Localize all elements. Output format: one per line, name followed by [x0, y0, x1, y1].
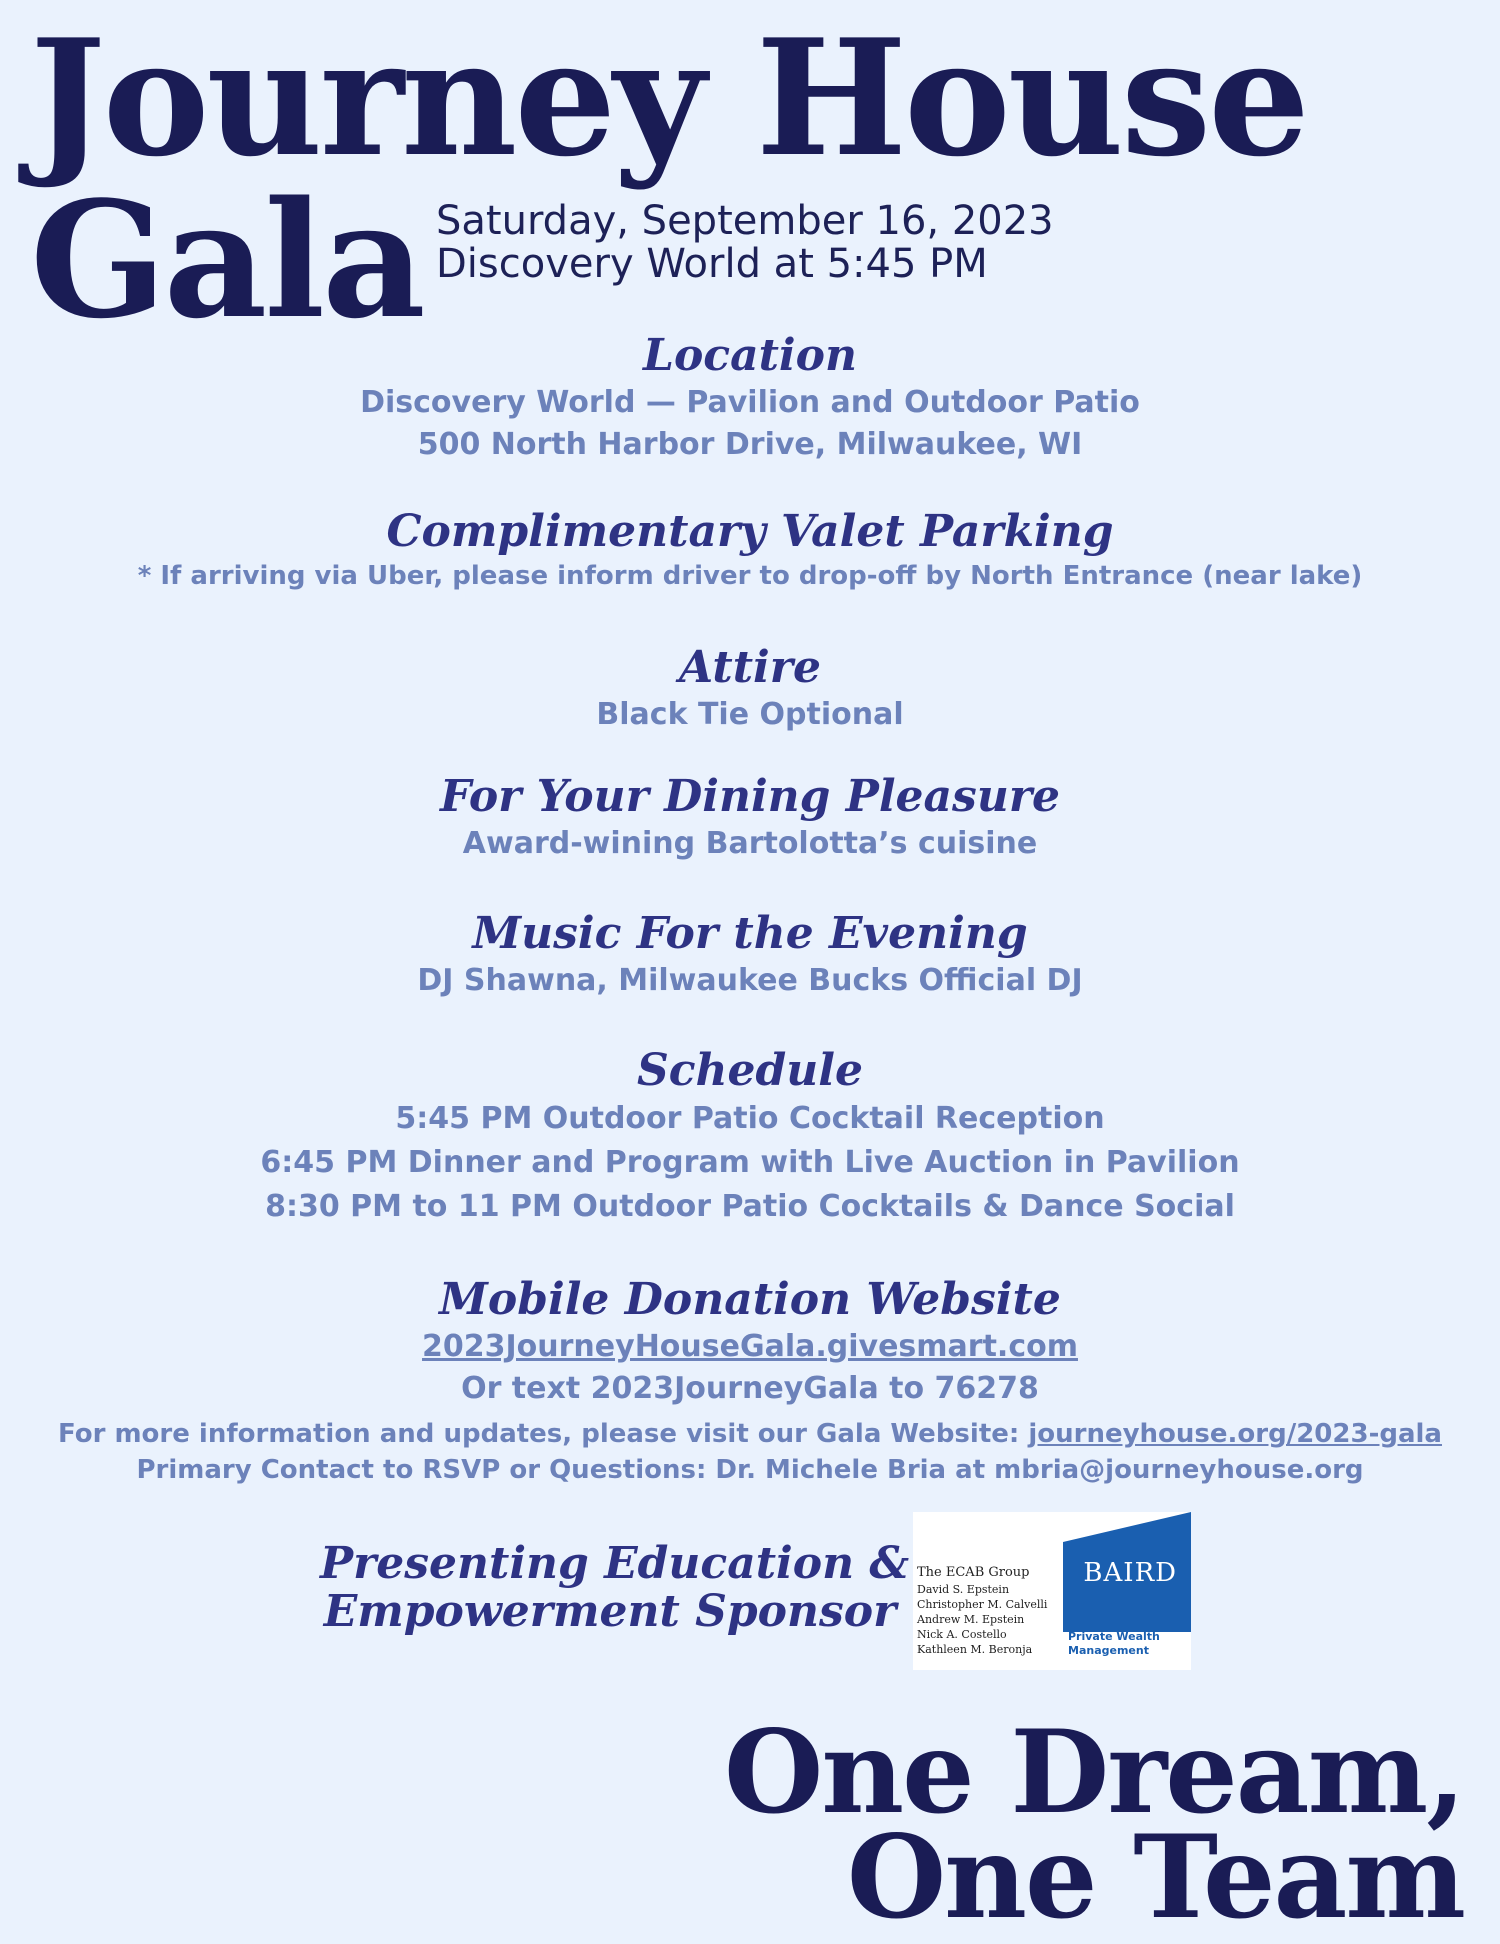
donation-text-option: Or text 2023JourneyGala to 76278 — [461, 1371, 1039, 1406]
schedule-item: 5:45 PM Outdoor Patio Cocktail Reception — [395, 1101, 1105, 1136]
attire-heading: Attire — [679, 642, 821, 693]
donation-url-link[interactable]: 2023JourneyHouseGala.givesmart.com — [422, 1329, 1078, 1364]
music-heading: Music For the Evening — [472, 908, 1028, 959]
ecab-group-block — [917, 1564, 1057, 1657]
attire-value: Black Tie Optional — [596, 697, 904, 732]
gala-title-line-2: Gala — [30, 166, 423, 354]
donation-section — [0, 1274, 1500, 1410]
baird-brand-text: BAIRD — [1083, 1558, 1177, 1588]
ecab-member: Andrew M. Epstein — [917, 1613, 1025, 1626]
sponsor-label-line-2: Empowerment Sponsor — [323, 1586, 897, 1637]
parking-note: * If arriving via Uber, please inform driver to drop-off by North Entrance (near lake) — [137, 561, 1363, 591]
schedule-section — [0, 1045, 1500, 1229]
more-info-prefix: For more information and updates, please visit our Gala Website: — [58, 1419, 1029, 1449]
parking-section — [0, 506, 1500, 594]
ecab-group-name: The ECAB Group — [917, 1565, 1030, 1580]
contact-line: Primary Contact to RSVP or Questions: Dr. Michele Bria at mbria@journeyhouse.org — [136, 1455, 1364, 1485]
ecab-member: Kathleen M. Beronja — [917, 1643, 1033, 1656]
location-line-1: Discovery World — Pavilion and Outdoor Patio — [360, 385, 1140, 420]
location-line-2: 500 North Harbor Drive, Milwaukee, WI — [417, 427, 1083, 462]
sponsor-logo — [913, 1512, 1191, 1670]
schedule-item: 6:45 PM Dinner and Program with Live Auction in Pavilion — [260, 1145, 1240, 1180]
baird-subtitle-line-1: Private Wealth — [1068, 1630, 1160, 1643]
location-heading: Location — [643, 330, 857, 381]
tagline-line-1: One Dream, — [723, 1705, 1464, 1839]
info-section — [0, 1416, 1500, 1488]
gala-title-line-1: Journey House — [30, 4, 1307, 192]
attire-section — [0, 642, 1500, 736]
donation-url-line — [0, 1326, 1500, 1368]
gala-website-link[interactable]: journeyhouse.org/2023-gala — [1028, 1419, 1442, 1449]
music-value: DJ Shawna, Milwaukee Bucks Official DJ — [417, 963, 1083, 998]
dining-value: Award-wining Bartolotta’s cuisine — [462, 826, 1038, 861]
location-section — [0, 330, 1500, 466]
event-date-venue — [436, 200, 1054, 286]
sponsor-label-line-1: Presenting Education & — [320, 1538, 910, 1589]
schedule-item: 8:30 PM to 11 PM Outdoor Patio Cocktails & Dance Social — [265, 1189, 1235, 1224]
tagline-line-2: One Team — [846, 1810, 1464, 1944]
parking-heading: Complimentary Valet Parking — [386, 506, 1114, 557]
baird-subtitle — [1068, 1630, 1160, 1658]
schedule-heading: Schedule — [636, 1045, 863, 1096]
ecab-member: David S. Epstein — [917, 1583, 1010, 1596]
music-section — [0, 908, 1500, 1002]
baird-subtitle-line-2: Management — [1068, 1644, 1149, 1657]
more-info-line — [0, 1416, 1500, 1452]
event-venue-time: Discovery World at 5:45 PM — [436, 241, 988, 287]
sponsor-label — [320, 1538, 910, 1637]
event-date: Saturday, September 16, 2023 — [436, 198, 1054, 244]
dining-heading: For Your Dining Pleasure — [440, 771, 1060, 822]
dining-section — [0, 771, 1500, 865]
ecab-member: Christopher M. Calvelli — [917, 1598, 1048, 1611]
donation-heading: Mobile Donation Website — [439, 1274, 1061, 1325]
ecab-member: Nick A. Costello — [917, 1628, 1007, 1641]
